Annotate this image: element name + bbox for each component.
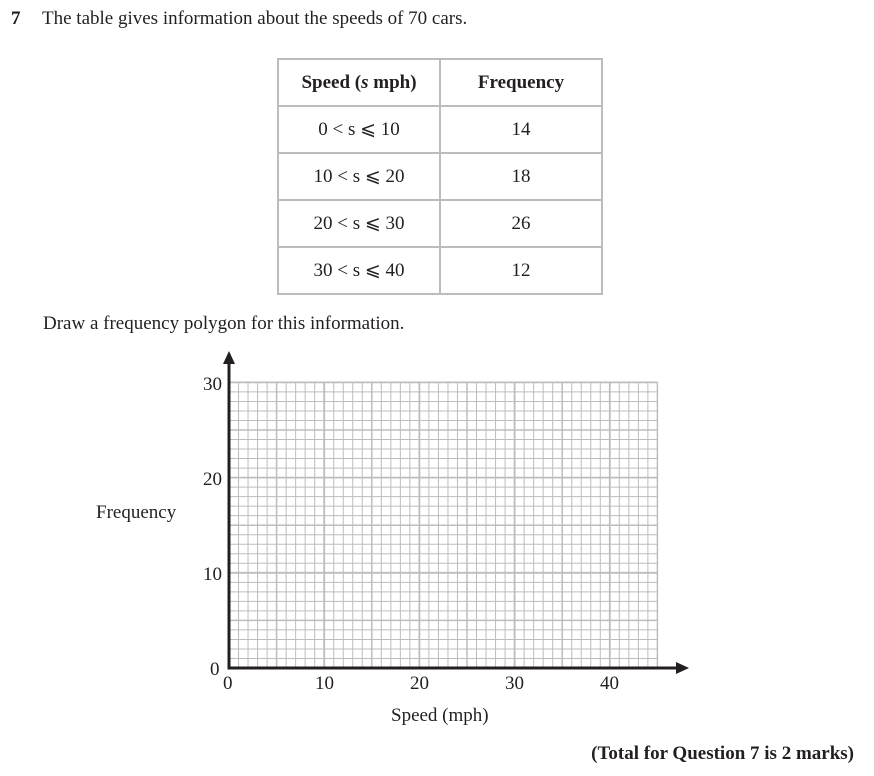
x-tick-30: 30 [505, 673, 524, 694]
speed-cell: 0 < s ⩽ 10 [278, 106, 440, 153]
total-marks: (Total for Question 7 is 2 marks) [591, 743, 854, 764]
speed-cell: 10 < s ⩽ 20 [278, 153, 440, 200]
header-speed: Speed (s mph) [278, 59, 440, 106]
frequency-cell: 12 [440, 247, 602, 294]
x-tick-10: 10 [315, 673, 334, 694]
question-text: The table gives information about the speeds of 70 cars. [42, 8, 468, 29]
y-tick-20: 20 [203, 469, 222, 490]
instruction-text: Draw a frequency polygon for this information. [43, 313, 405, 334]
frequency-cell: 26 [440, 200, 602, 247]
y-tick-30: 30 [203, 374, 222, 395]
y-tick-0: 0 [210, 659, 220, 680]
question-number: 7 [11, 8, 21, 29]
frequency-cell: 14 [440, 106, 602, 153]
header-frequency: Frequency [440, 59, 602, 106]
y-tick-10: 10 [203, 564, 222, 585]
y-axis-label: Frequency [96, 502, 177, 523]
x-axis-label: Speed (mph) [391, 705, 489, 726]
speed-cell: 30 < s ⩽ 40 [278, 247, 440, 294]
x-tick-0: 0 [223, 673, 233, 694]
speed-cell: 20 < s ⩽ 30 [278, 200, 440, 247]
x-tick-40: 40 [600, 673, 619, 694]
frequency-cell: 18 [440, 153, 602, 200]
x-tick-20: 20 [410, 673, 429, 694]
